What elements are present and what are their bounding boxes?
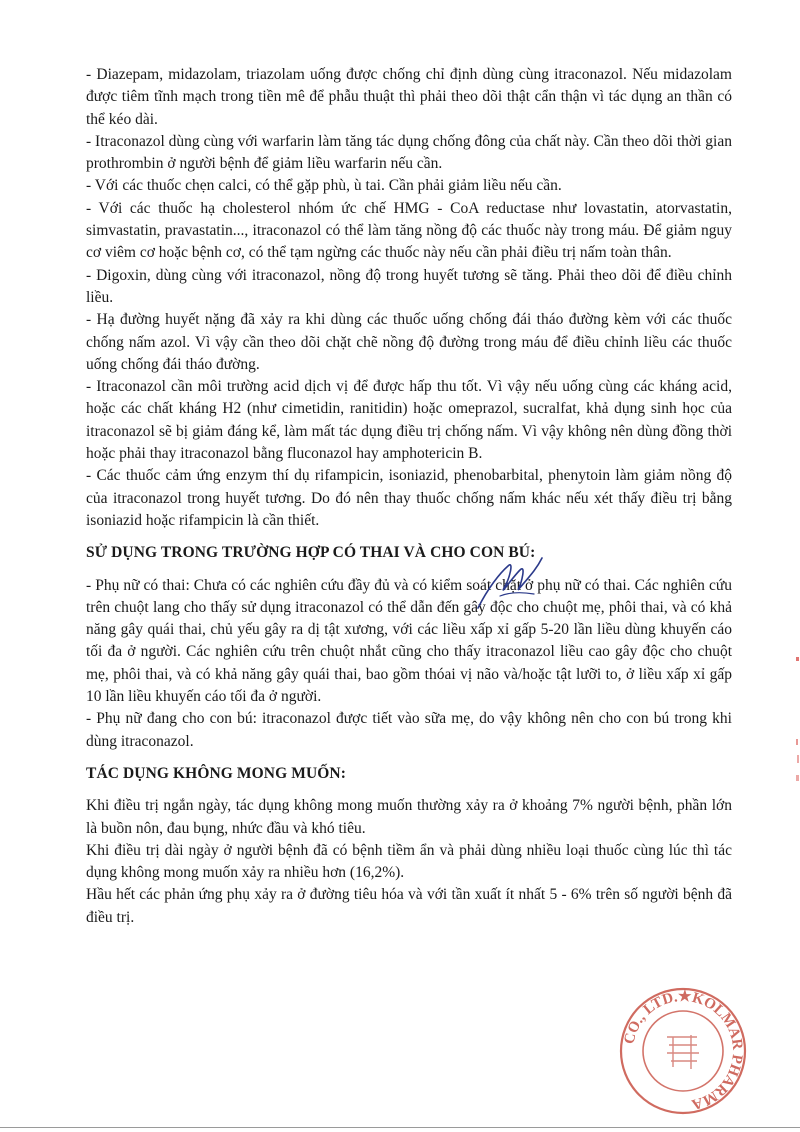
svg-text:CO., LTD.★KOLMAR PHARMA: CO., LTD.★KOLMAR PHARMA [621,988,746,1113]
breastfeeding-paragraph: - Phụ nữ đang cho con bú: itraconazol được tiết vào sữa mẹ, do vậy không nên cho con bú trong khi dùng itraconazol. [86,710,732,750]
interaction-paragraph-diazepam: - Diazepam, midazolam, triazolam uống được chống chỉ định dùng cùng itraconazol. Nếu midazolam được tiêm tĩnh mạch trong tiền mê để phẫu thuật thì phải theo dõi thật cẩn thận vì tác dụng an thần có thể kéo dài. [86,66,732,128]
interaction-paragraph-hypoglycemia: - Hạ đường huyết nặng đã xảy ra khi dùng các thuốc uống chống đái tháo đường kèm với các thuốc chống nấm azol. Vì vậy cần theo dõi chặt chẽ nồng độ đường trong máu để điều chỉnh liều các thuốc uống chống đái tháo đường. [86,311,732,373]
document-body [86,64,732,929]
edge-mark-red-strip [794,735,800,795]
interaction-paragraph-warfarin: - Itraconazol dùng cùng với warfarin làm tăng tác dụng chống đông của chất này. Cần theo dõi thời gian prothrombin ở người bệnh để giảm liều warfarin nếu cần. [86,132,732,173]
side-effects-paragraph-gastrointestinal: Hầu hết các phản ứng phụ xảy ra ở đường tiêu hóa và với tần xuất ít nhất 5 - 6% trên số người bệnh đã điều trị. [86,886,732,926]
signature-scribble [470,548,550,618]
pregnancy-paragraph: - Phụ nữ có thai: Chưa có các nghiên cứu đầy đủ và có kiểm soát chặt ở phụ nữ có thai. Các nghiên cứu trên chuột lang cho thấy sử dụng itraconazol có thể dẫn đến gây độc cho chuột mẹ, phôi thai, và có khả năng gây quái thai, chủ yếu gây ra dị tật xương, với các liều xấp xỉ gấp 5-20 lần liều dùng khuyến cáo tối đa ở người. Các nghiên cứu trên chuột nhắt cũng cho thấy itraconazol liều cao gây độc cho chuột mẹ, phôi thai, và có khả năng gây quái thai, bao gồm thóai vị não và/hoặc tật lưỡi to, ở liều xấp xỉ gấp 10 lần liều khuyến cáo tối đa ở người. [86,576,732,706]
page-bottom-rule [0,1127,800,1128]
interaction-paragraph-digoxin: - Digoxin, dùng cùng với itraconazol, nồng độ trong huyết tương sẽ tăng. Phải theo dõi để điều chỉnh liều. [86,266,732,306]
company-seal-stamp [617,985,749,1117]
interaction-paragraph-statins: - Với các thuốc hạ cholesterol nhóm ức chế HMG - CoA reductase như lovastatin, atorvastatin, simvastatin, pravastatin..., itraconazol có thể làm tăng nồng độ các thuốc này trong máu. Để giảm nguy cơ viêm cơ hoặc bệnh cơ, có thể tạm ngừng các thuốc này nếu cần phải điều trị nấm toàn thân. [86,199,732,262]
interaction-paragraph-antacids: - Itraconazol cần môi trường acid dịch vị để được hấp thu tốt. Vì vậy nếu uống cùng các kháng acid, hoặc các chất kháng H2 (như cimetidin, ranitidin) hoặc omeprazol, sucralfat, khả dụng sinh học của itraconazol sẽ bị giảm đáng kể, làm mất tác dụng điều trị chống nấm. Vì vậy không nên dùng đồng thời hoặc phải thay itraconazol bằng fluconazol hay amphotericin B. [86,378,732,463]
interaction-paragraph-calcium-blockers: - Với các thuốc chẹn calci, có thể gặp phù, ù tai. Cần phải giảm liều nếu cần. [86,177,562,195]
side-effects-section-heading: TÁC DỤNG KHÔNG MONG MUỐN: [86,764,346,782]
interaction-paragraph-enzyme-inducers: - Các thuốc cảm ứng enzym thí dụ rifampicin, isoniazid, phenobarbital, phenytoin làm giảm nồng độ của itraconazol trong huyết tương. Do đó nên thay thuốc chống nấm khác nếu xét thấy điều trị bằng isoniazid hoặc rifampicin là cần thiết. [86,467,732,529]
side-effects-paragraph-short-term: Khi điều trị ngắn ngày, tác dụng không mong muốn thường xảy ra ở khoảng 7% người bệnh, phần lớn là buồn nôn, đau bụng, nhức đầu và khó tiêu. [86,797,732,837]
pregnancy-section-heading: SỬ DỤNG TRONG TRƯỜNG HỢP CÓ THAI VÀ CHO CON BÚ: [86,544,536,562]
edge-mark-red [794,655,800,669]
side-effects-paragraph-long-term: Khi điều trị dài ngày ở người bệnh đã có bệnh tiềm ẩn và phải dùng nhiều loại thuốc cùng lúc thì tác dụng không mong muốn xảy ra nhiều hơn (16,2%). [86,841,732,882]
